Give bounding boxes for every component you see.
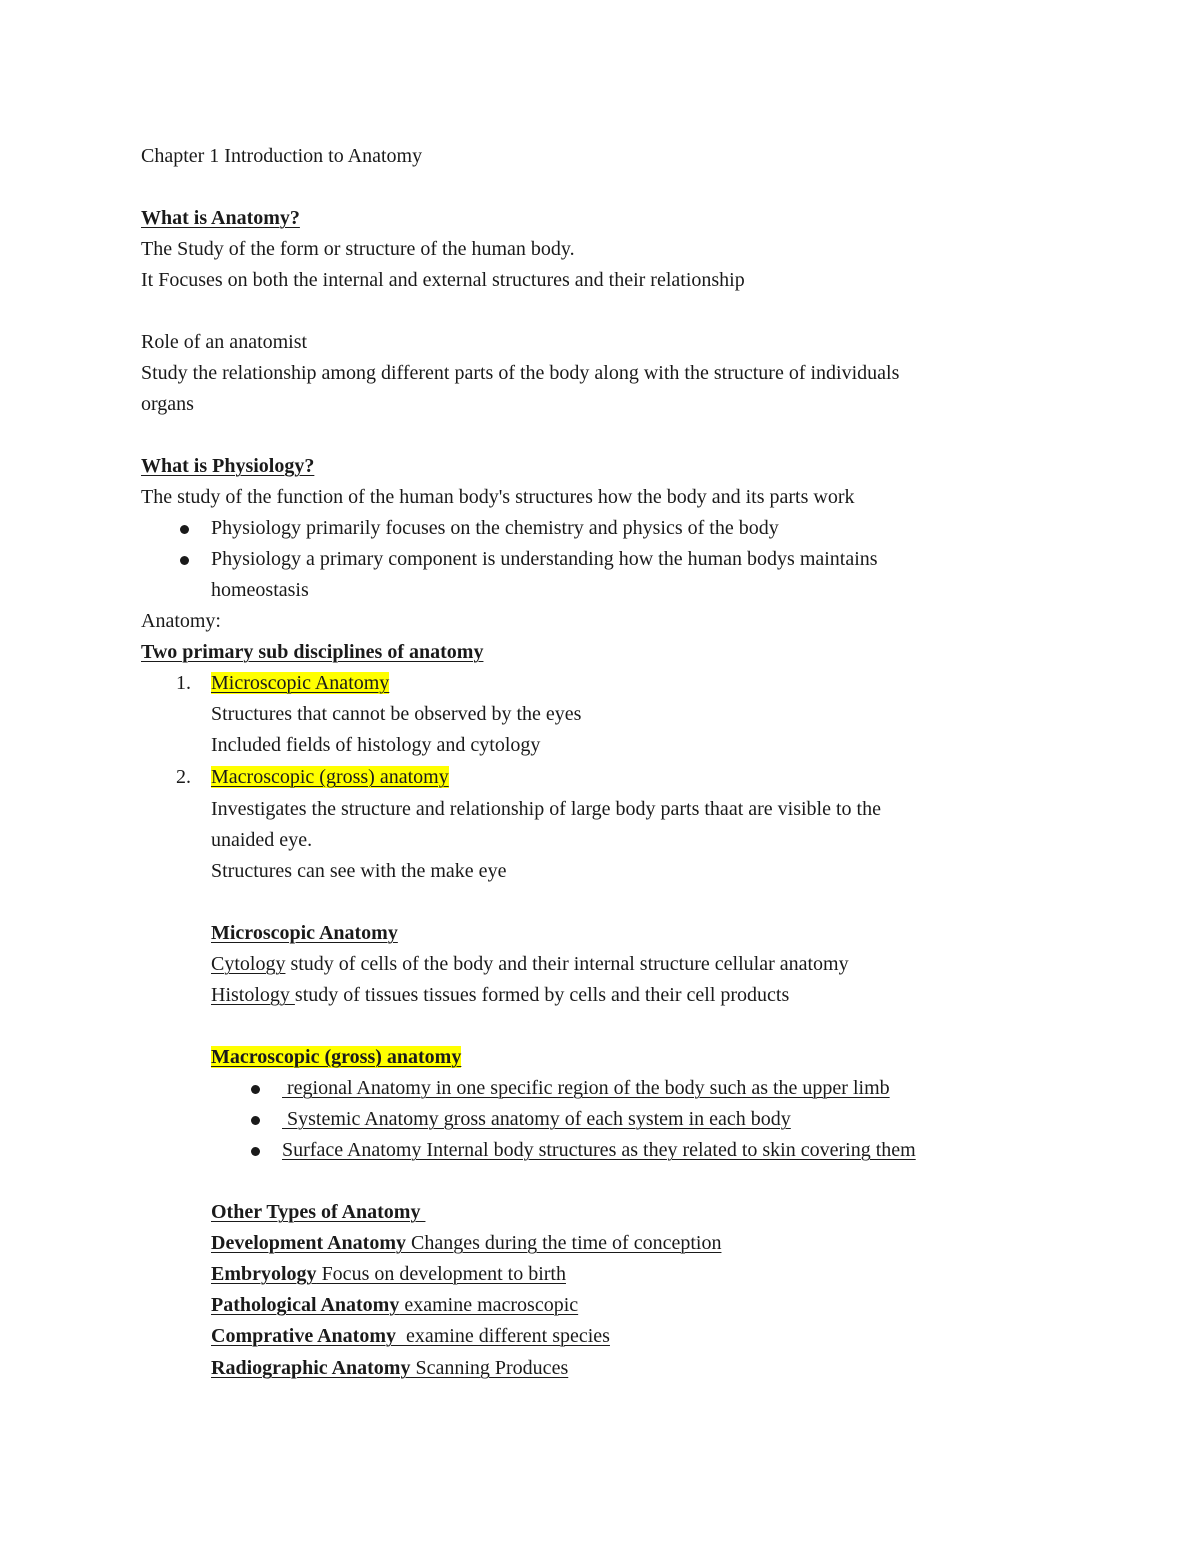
physiology-heading: What is Physiology? bbox=[141, 455, 315, 477]
microscopic-item-line-1: Structures that cannot be observed by the eyes bbox=[211, 703, 582, 725]
histology-row bbox=[211, 980, 789, 1011]
anatomist-text-line-1: Study the relationship among different parts of the body along with the structure of individuals bbox=[141, 362, 900, 384]
physiology-bullet-2-continued: homeostasis bbox=[211, 579, 309, 601]
development-anatomy-text: Changes during the time of conception bbox=[405, 1232, 722, 1254]
macroscopic-heading-text: Macroscopic (gross) anatomy bbox=[211, 1046, 462, 1068]
bullet-icon bbox=[180, 556, 189, 565]
pathological-anatomy-term: Pathological Anatomy bbox=[211, 1294, 400, 1316]
surface-anatomy-bullet: Surface Anatomy Internal body structures as they related to skin covering them bbox=[282, 1139, 916, 1161]
cytology-term: Cytology bbox=[211, 953, 286, 975]
list-number-2: 2. bbox=[176, 766, 191, 788]
development-anatomy-row bbox=[211, 1228, 721, 1259]
bullet-icon bbox=[251, 1147, 260, 1156]
microscopic-item-title-text: Microscopic Anatomy bbox=[211, 672, 390, 694]
anatomy-label: Anatomy: bbox=[141, 610, 221, 632]
chapter-title: Chapter 1 Introduction to Anatomy bbox=[141, 145, 423, 167]
macroscopic-item-line-1: Investigates the structure and relationship of large body parts thaat are visible to the bbox=[211, 798, 881, 820]
macroscopic-item-title-text: Macroscopic (gross) anatomy bbox=[211, 766, 449, 788]
list-number-1: 1. bbox=[176, 672, 191, 694]
embryology-term: Embryology bbox=[211, 1263, 317, 1285]
comparative-anatomy-row bbox=[211, 1321, 610, 1352]
histology-text: study of tissues tissues formed by cells and their cell products bbox=[294, 984, 790, 1006]
radiographic-anatomy-row bbox=[211, 1353, 568, 1384]
histology-term: Histology bbox=[211, 984, 295, 1006]
anatomist-text-line-2: organs bbox=[141, 393, 194, 415]
microscopic-item-title bbox=[211, 668, 389, 699]
macroscopic-item-line-3: Structures can see with the make eye bbox=[211, 860, 507, 882]
comparative-anatomy-term: Comprative Anatomy bbox=[211, 1325, 396, 1347]
bullet-icon bbox=[251, 1085, 260, 1094]
anatomist-heading: Role of an anatomist bbox=[141, 331, 308, 353]
pathological-anatomy-text: examine macroscopic bbox=[399, 1294, 579, 1316]
physiology-bullet-2: Physiology a primary component is understanding how the human bodys maintains bbox=[211, 548, 878, 570]
radiographic-anatomy-term: Radiographic Anatomy bbox=[211, 1357, 411, 1379]
anatomy-definition: The Study of the form or structure of the human body. bbox=[141, 238, 575, 260]
physiology-definition: The study of the function of the human body's structures how the body and its parts work bbox=[141, 486, 855, 508]
cytology-row bbox=[211, 949, 849, 980]
anatomy-heading: What is Anatomy? bbox=[141, 207, 300, 229]
radiographic-anatomy-text: Scanning Produces bbox=[410, 1357, 569, 1379]
subdisciplines-heading: Two primary sub disciplines of anatomy bbox=[141, 641, 484, 663]
pathological-anatomy-row bbox=[211, 1290, 578, 1321]
embryology-text: Focus on development to birth bbox=[316, 1263, 566, 1285]
macroscopic-heading bbox=[211, 1042, 461, 1073]
bullet-icon bbox=[251, 1116, 260, 1125]
regional-anatomy-bullet: regional Anatomy in one specific region of the body such as the upper limb bbox=[282, 1077, 890, 1099]
anatomy-focus: It Focuses on both the internal and external structures and their relationship bbox=[141, 269, 745, 291]
development-anatomy-term: Development Anatomy bbox=[211, 1232, 406, 1254]
systemic-anatomy-bullet: Systemic Anatomy gross anatomy of each system in each body bbox=[282, 1108, 791, 1130]
macroscopic-item-line-2: unaided eye. bbox=[211, 829, 313, 851]
microscopic-heading: Microscopic Anatomy bbox=[211, 922, 398, 944]
cytology-text: study of cells of the body and their internal structure cellular anatomy bbox=[285, 953, 849, 975]
other-types-heading: Other Types of Anatomy bbox=[211, 1201, 426, 1223]
comparative-anatomy-text: examine different species bbox=[395, 1325, 610, 1347]
embryology-row bbox=[211, 1259, 566, 1290]
macroscopic-item-title bbox=[211, 762, 449, 793]
bullet-icon bbox=[180, 525, 189, 534]
physiology-bullet-1: Physiology primarily focuses on the chemistry and physics of the body bbox=[211, 517, 779, 539]
microscopic-item-line-2: Included fields of histology and cytology bbox=[211, 734, 541, 756]
